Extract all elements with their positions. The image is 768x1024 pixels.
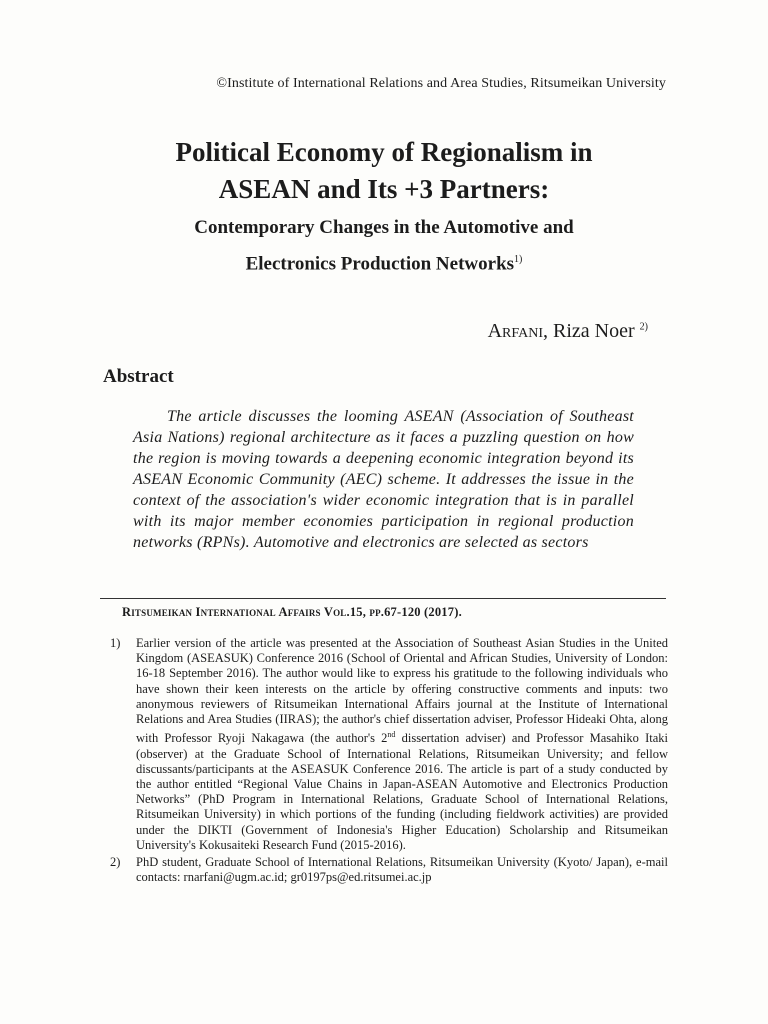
subtitle-line-2 xyxy=(0,244,768,280)
journal-name: Ritsumeikan International Affairs xyxy=(122,605,321,619)
journal-citation xyxy=(122,605,462,620)
copyright-notice: ©Institute of International Relations and Area Studies, Ritsumeikan University xyxy=(216,76,666,91)
abstract-text: The article discusses the looming ASEAN (Association of Southeast Asia Nations) regional architecture as it faces a puzzling question on how the region is moving towards a deepening economic integration beyond its ASEAN Economic Community (AEC) scheme. It addresses the issue in the context of the association's wider economic integration that is in parallel with its major member economies participation in regional production networks (RPNs). Automotive and electronics are selected as sectors xyxy=(133,408,634,551)
author-surname: Arfani xyxy=(487,320,544,342)
paper-title xyxy=(0,134,768,208)
author-footnote-mark: 2) xyxy=(639,321,648,333)
footnote-divider xyxy=(100,598,666,599)
subtitle-line-1: Contemporary Changes in the Automotive and xyxy=(194,217,574,238)
journal-volume: Vol.15, pp.67-120 (2017). xyxy=(320,605,462,619)
paper-subtitle xyxy=(0,212,768,280)
footnote-number: 1) xyxy=(110,636,121,650)
footnote-text-part: Earlier version of the article was presented at the Association of Southeast Asian Studies in the United Kingdom (ASEASUK) Conference 2016 (School of Oriental and African Studies, University of London: 16-18 September 2016). The author would like to express his gratitude to the following individuals who have shown their keen interests on the article by offering constructive comments and inputs: two anonymous reviewers of Ritsumeikan International Affairs journal at the Institute of International Relations and Area Studies (IIRAS); the author's chief dissertation adviser, Professor Hideaki Ohta, along with Professor Ryoji Nakagawa (the author's 2 xyxy=(136,636,668,746)
footnote-1 xyxy=(110,636,668,853)
footnote-ordinal-sup: nd xyxy=(387,730,396,740)
footnote-text-part: dissertation adviser) and Professor Masahiko Itaki (observer) at the Graduate School of International Relations, Ritsumeikan University; and fellow discussants/participants at the ASEASUK Conference 2016. The article is part of a study conducted by the author entitled “Regional Value Chains in Japan-ASEAN Automotive and Electronics Production Networks” (PhD Program in International Relations, Graduate School of International Relations, Ritsumeikan University) in which portions of the funding (including fieldwork activities) are provided under the DIKTI (Government of Indonesia's Higher Education) Scholarship and Ritsumeikan University's Kokusaiteki Research Fund (2015-2016). xyxy=(136,731,668,852)
footnotes xyxy=(110,636,668,887)
footnote-text xyxy=(136,636,668,853)
title-line-1: Political Economy of Regionalism in xyxy=(175,137,593,167)
subtitle-footnote-mark: 1) xyxy=(514,254,523,265)
author-given-name: , Riza Noer xyxy=(543,320,640,342)
title-line-2: ASEAN and Its +3 Partners: xyxy=(218,174,550,204)
abstract-heading: Abstract xyxy=(103,366,174,387)
footnote-2 xyxy=(110,855,668,885)
author-byline xyxy=(488,320,648,343)
footnote-text: PhD student, Graduate School of International Relations, Ritsumeikan University (Kyoto/ Japan), e-mail contacts: rnarfani@ugm.ac.id; gr0197ps@ed.ritsumei.ac.jp xyxy=(136,855,668,885)
footnote-number: 2) xyxy=(110,855,121,869)
subtitle-line-2-text: Electronics Production Networks xyxy=(245,253,515,275)
